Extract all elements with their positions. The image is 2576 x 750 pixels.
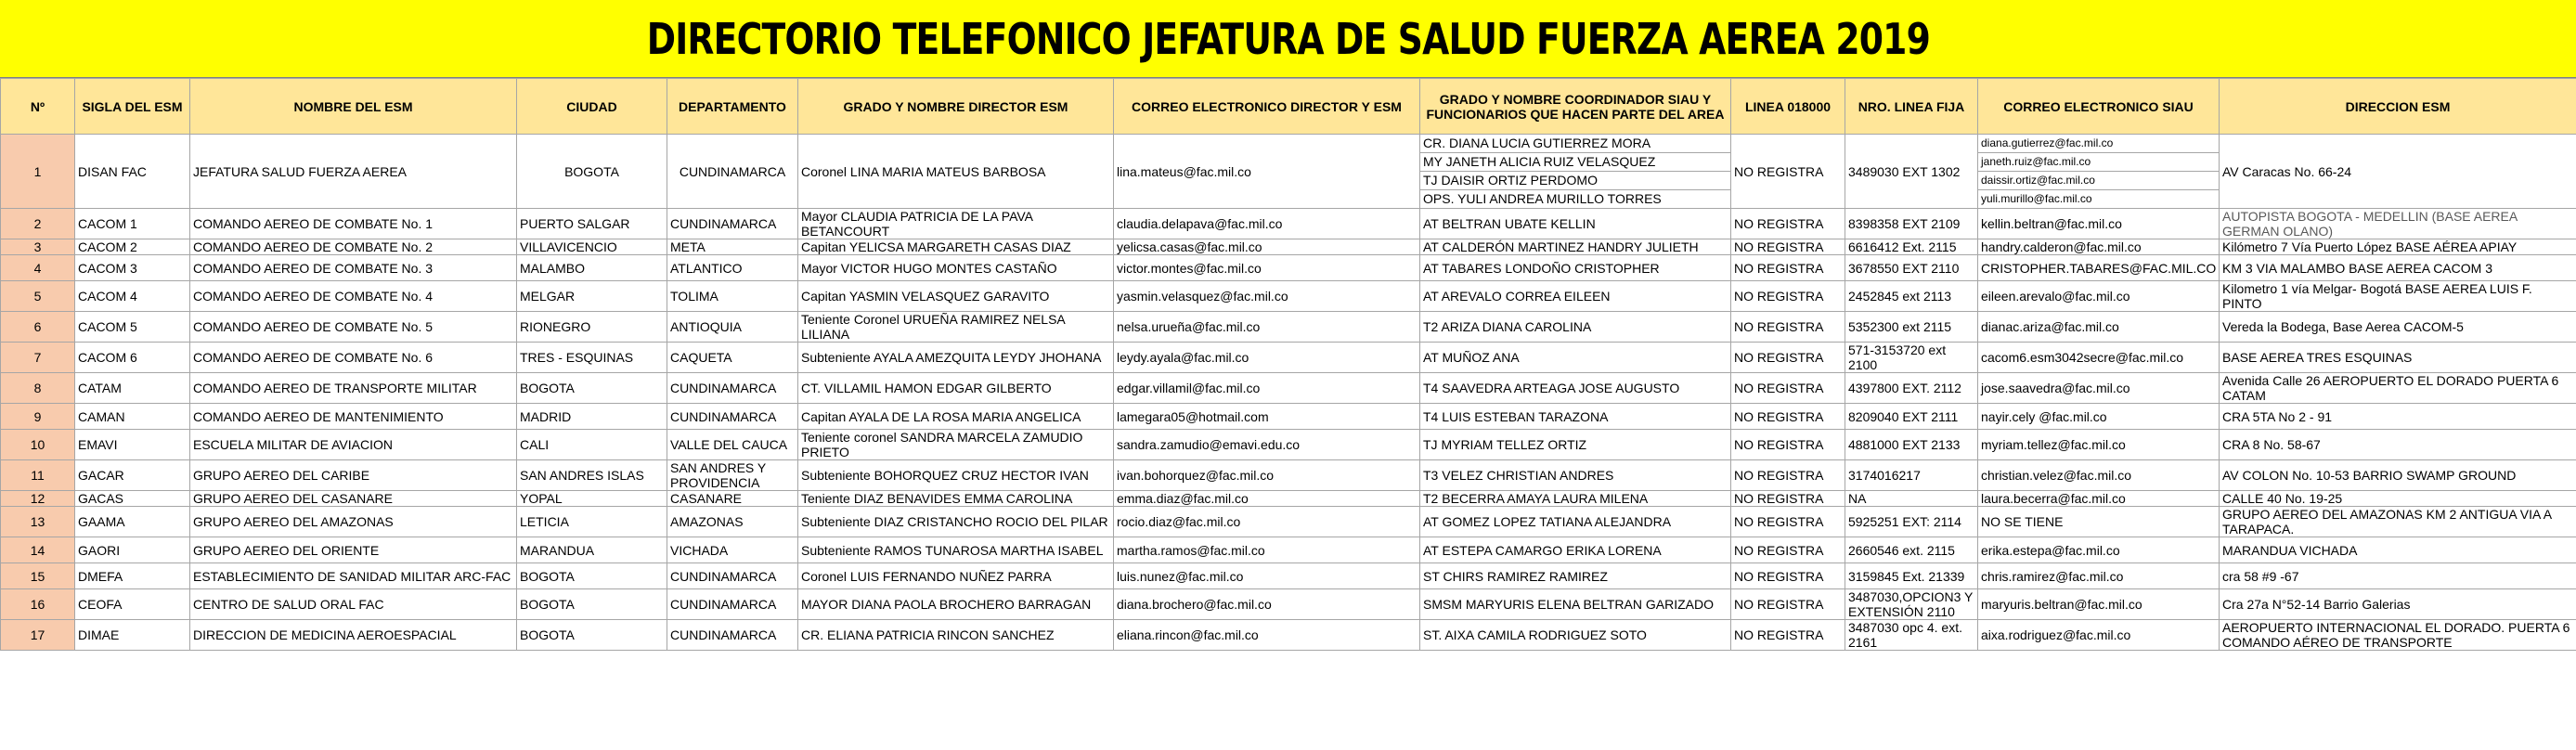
cell-ciudad: BOGOTA	[517, 373, 667, 404]
cell-correo-director: edgar.villamil@fac.mil.co	[1114, 373, 1420, 404]
cell-departamento: TOLIMA	[667, 281, 798, 312]
cell-direccion: KM 3 VIA MALAMBO BASE AEREA CACOM 3	[2220, 255, 2576, 281]
cell-direccion: BASE AEREA TRES ESQUINAS	[2220, 343, 2576, 373]
cell-nombre: COMANDO AEREO DE COMBATE No. 3	[190, 255, 517, 281]
cell-correo-siau: nayir.cely @fac.mil.co	[1978, 404, 2220, 430]
cell-coordinador: AT ESTEPA CAMARGO ERIKA LORENA	[1420, 537, 1731, 563]
cell-ciudad: MALAMBO	[517, 255, 667, 281]
cell-num: 9	[1, 404, 75, 430]
cell-linea: NO REGISTRA	[1731, 281, 1845, 312]
cell-fija: NA	[1845, 491, 1978, 507]
cell-director: Teniente coronel SANDRA MARCELA ZAMUDIO PRIETO	[798, 430, 1114, 460]
cell-ciudad: BOGOTA	[517, 620, 667, 651]
cell-sigla: CACOM 5	[75, 312, 190, 343]
cell-fija: 3487030 opc 4. ext. 2161	[1845, 620, 1978, 651]
cell-linea: NO REGISTRA	[1731, 491, 1845, 507]
header-direccion: DIRECCION ESM	[2220, 79, 2576, 135]
table-row	[1, 537, 2576, 563]
cell-coordinador: AT TABARES LONDOÑO CRISTOPHER	[1420, 255, 1731, 281]
cell-num: 3	[1, 239, 75, 255]
cell-sigla: CACOM 4	[75, 281, 190, 312]
cell-direccion: AV Caracas No. 66-24	[2220, 135, 2576, 209]
cell-coordinador: T2 ARIZA DIANA CAROLINA	[1420, 312, 1731, 343]
cell-ciudad: CALI	[517, 430, 667, 460]
cell-sigla: GACAR	[75, 460, 190, 491]
cell-director: Teniente Coronel URUEÑA RAMIREZ NELSA LILIANA	[798, 312, 1114, 343]
cell-sigla: CACOM 6	[75, 343, 190, 373]
cell-coordinador: AT CALDERÓN MARTINEZ HANDRY JULIETH	[1420, 239, 1731, 255]
directory-table	[0, 78, 2576, 651]
cell-ciudad: BOGOTA	[517, 563, 667, 589]
cell-director: Teniente DIAZ BENAVIDES EMMA CAROLINA	[798, 491, 1114, 507]
cell-correo-director: martha.ramos@fac.mil.co	[1114, 537, 1420, 563]
cell-direccion: CRA 8 No. 58-67	[2220, 430, 2576, 460]
cell-correo-siau: handry.calderon@fac.mil.co	[1978, 239, 2220, 255]
cell-sigla: DMEFA	[75, 563, 190, 589]
cell-director: Subteniente BOHORQUEZ CRUZ HECTOR IVAN	[798, 460, 1114, 491]
coordinador-line: MY JANETH ALICIA RUIZ VELASQUEZ	[1420, 153, 1730, 172]
correo-siau-line: yuli.murillo@fac.mil.co	[1981, 192, 2092, 205]
cell-coordinador: T4 LUIS ESTEBAN TARAZONA	[1420, 404, 1731, 430]
cell-director: Capitan YASMIN VELASQUEZ GARAVITO	[798, 281, 1114, 312]
cell-correo-director: yelicsa.casas@fac.mil.co	[1114, 239, 1420, 255]
cell-direccion: Vereda la Bodega, Base Aerea CACOM-5	[2220, 312, 2576, 343]
cell-direccion: cra 58 #9 -67	[2220, 563, 2576, 589]
cell-correo-director: nelsa.urueña@fac.mil.co	[1114, 312, 1420, 343]
table-row	[1, 404, 2576, 430]
cell-direccion: Cra 27a N°52-14 Barrio Galerias	[2220, 589, 2576, 620]
table-row	[1, 620, 2576, 651]
cell-fija: 3174016217	[1845, 460, 1978, 491]
cell-ciudad: VILLAVICENCIO	[517, 239, 667, 255]
cell-correo-director: claudia.delapava@fac.mil.co	[1114, 209, 1420, 239]
cell-fija: 5352300 ext 2115	[1845, 312, 1978, 343]
cell-correo-siau: myriam.tellez@fac.mil.co	[1978, 430, 2220, 460]
cell-correo-siau: maryuris.beltran@fac.mil.co	[1978, 589, 2220, 620]
cell-linea: NO REGISTRA	[1731, 507, 1845, 537]
correo-siau-line: daissir.ortiz@fac.mil.co	[1978, 172, 2219, 190]
cell-num: 16	[1, 589, 75, 620]
cell-director: MAYOR DIANA PAOLA BROCHERO BARRAGAN	[798, 589, 1114, 620]
cell-nombre: GRUPO AEREO DEL CASANARE	[190, 491, 517, 507]
cell-num: 13	[1, 507, 75, 537]
cell-director: Subteniente AYALA AMEZQUITA LEYDY JHOHANA	[798, 343, 1114, 373]
cell-ciudad: RIONEGRO	[517, 312, 667, 343]
cell-nombre: JEFATURA SALUD FUERZA AEREA	[190, 135, 517, 209]
cell-num: 4	[1, 255, 75, 281]
cell-departamento: CUNDINAMARCA	[667, 620, 798, 651]
cell-sigla: CACOM 2	[75, 239, 190, 255]
cell-departamento: AMAZONAS	[667, 507, 798, 537]
cell-linea: NO REGISTRA	[1731, 460, 1845, 491]
cell-departamento: CAQUETA	[667, 343, 798, 373]
cell-fija: 2452845 ext 2113	[1845, 281, 1978, 312]
cell-nombre: GRUPO AEREO DEL AMAZONAS	[190, 507, 517, 537]
cell-correo-director: luis.nunez@fac.mil.co	[1114, 563, 1420, 589]
table-row	[1, 589, 2576, 620]
cell-correo-director: eliana.rincon@fac.mil.co	[1114, 620, 1420, 651]
cell-direccion: Kilómetro 7 Vía Puerto López BASE AÉREA APIAY	[2220, 239, 2576, 255]
cell-correo-director: yasmin.velasquez@fac.mil.co	[1114, 281, 1420, 312]
cell-correo-director: ivan.bohorquez@fac.mil.co	[1114, 460, 1420, 491]
header-row	[1, 79, 2576, 135]
cell-fija: 8398358 EXT 2109	[1845, 209, 1978, 239]
cell-ciudad: PUERTO SALGAR	[517, 209, 667, 239]
table-row	[1, 460, 2576, 491]
cell-ciudad: BOGOTA	[517, 589, 667, 620]
cell-correo-director: sandra.zamudio@emavi.edu.co	[1114, 430, 1420, 460]
cell-sigla: CEOFA	[75, 589, 190, 620]
cell-correo-director: emma.diaz@fac.mil.co	[1114, 491, 1420, 507]
cell-num: 12	[1, 491, 75, 507]
cell-departamento: META	[667, 239, 798, 255]
table-row	[1, 135, 2576, 209]
coordinador-line: TJ DAISIR ORTIZ PERDOMO	[1420, 172, 1730, 190]
cell-linea: NO REGISTRA	[1731, 255, 1845, 281]
cell-sigla: GACAS	[75, 491, 190, 507]
cell-num: 1	[1, 135, 75, 209]
cell-nombre: GRUPO AEREO DEL CARIBE	[190, 460, 517, 491]
cell-ciudad: SAN ANDRES ISLAS	[517, 460, 667, 491]
cell-fija: 4881000 EXT 2133	[1845, 430, 1978, 460]
cell-correo-siau: cacom6.esm3042secre@fac.mil.co	[1978, 343, 2220, 373]
cell-coordinador: T4 SAAVEDRA ARTEAGA JOSE AUGUSTO	[1420, 373, 1731, 404]
cell-num: 7	[1, 343, 75, 373]
cell-correo-siau: aixa.rodriguez@fac.mil.co	[1978, 620, 2220, 651]
cell-nombre: GRUPO AEREO DEL ORIENTE	[190, 537, 517, 563]
cell-correo-siau: NO SE TIENE	[1978, 507, 2220, 537]
coordinador-line: CR. DIANA LUCIA GUTIERREZ MORA	[1420, 135, 1730, 153]
cell-director: CR. ELIANA PATRICIA RINCON SANCHEZ	[798, 620, 1114, 651]
table-row	[1, 281, 2576, 312]
page-title: DIRECTORIO TELEFONICO JEFATURA DE SALUD FUERZA AEREA 2019	[646, 13, 1930, 64]
cell-direccion: MARANDUA VICHADA	[2220, 537, 2576, 563]
cell-direccion: Kilometro 1 vía Melgar- Bogotá BASE AEREA LUIS F. PINTO	[2220, 281, 2576, 312]
cell-direccion: CRA 5TA No 2 - 91	[2220, 404, 2576, 430]
table-row	[1, 507, 2576, 537]
table-row	[1, 563, 2576, 589]
cell-nombre: ESCUELA MILITAR DE AVIACION	[190, 430, 517, 460]
cell-departamento: CUNDINAMARCA	[667, 135, 798, 209]
table-row	[1, 239, 2576, 255]
cell-linea: NO REGISTRA	[1731, 589, 1845, 620]
header-director: GRADO Y NOMBRE DIRECTOR ESM	[798, 79, 1114, 135]
cell-correo-director: leydy.ayala@fac.mil.co	[1114, 343, 1420, 373]
cell-sigla: GAAMA	[75, 507, 190, 537]
cell-coordinador: ST CHIRS RAMIREZ RAMIREZ	[1420, 563, 1731, 589]
table-row	[1, 255, 2576, 281]
cell-sigla: CAMAN	[75, 404, 190, 430]
cell-nombre: CENTRO DE SALUD ORAL FAC	[190, 589, 517, 620]
cell-director: Mayor CLAUDIA PATRICIA DE LA PAVA BETANCOURT	[798, 209, 1114, 239]
cell-coordinador: ST. AIXA CAMILA RODRIGUEZ SOTO	[1420, 620, 1731, 651]
cell-correo-siau: erika.estepa@fac.mil.co	[1978, 537, 2220, 563]
cell-direccion: AUTOPISTA BOGOTA - MEDELLIN (BASE AEREA GERMAN OLANO)	[2220, 209, 2576, 239]
cell-sigla: CATAM	[75, 373, 190, 404]
cell-nombre: COMANDO AEREO DE COMBATE No. 1	[190, 209, 517, 239]
cell-num: 14	[1, 537, 75, 563]
cell-departamento: CUNDINAMARCA	[667, 404, 798, 430]
header-nombre: NOMBRE DEL ESM	[190, 79, 517, 135]
cell-director: Subteniente RAMOS TUNAROSA MARTHA ISABEL	[798, 537, 1114, 563]
header-num: Nº	[1, 79, 75, 135]
cell-ciudad: LETICIA	[517, 507, 667, 537]
cell-sigla: GAORI	[75, 537, 190, 563]
cell-direccion: GRUPO AEREO DEL AMAZONAS KM 2 ANTIGUA VIA A TARAPACA.	[2220, 507, 2576, 537]
cell-ciudad: TRES - ESQUINAS	[517, 343, 667, 373]
cell-sigla: CACOM 1	[75, 209, 190, 239]
cell-departamento: ANTIOQUIA	[667, 312, 798, 343]
cell-correo-director: victor.montes@fac.mil.co	[1114, 255, 1420, 281]
cell-departamento: SAN ANDRES Y PROVIDENCIA	[667, 460, 798, 491]
cell-ciudad: MELGAR	[517, 281, 667, 312]
cell-departamento: CUNDINAMARCA	[667, 589, 798, 620]
cell-correo-siau: CRISTOPHER.TABARES@FAC.MIL.CO	[1978, 255, 2220, 281]
cell-direccion: AV COLON No. 10-53 BARRIO SWAMP GROUND	[2220, 460, 2576, 491]
cell-correo-director: diana.brochero@fac.mil.co	[1114, 589, 1420, 620]
cell-num: 2	[1, 209, 75, 239]
cell-fija: 3678550 EXT 2110	[1845, 255, 1978, 281]
cell-linea: NO REGISTRA	[1731, 404, 1845, 430]
cell-departamento: CUNDINAMARCA	[667, 373, 798, 404]
cell-fija: 3489030 EXT 1302	[1845, 135, 1978, 209]
correo-siau-line: janeth.ruiz@fac.mil.co	[1978, 153, 2219, 172]
cell-coordinador: T3 VELEZ CHRISTIAN ANDRES	[1420, 460, 1731, 491]
cell-departamento: ATLANTICO	[667, 255, 798, 281]
cell-linea: NO REGISTRA	[1731, 135, 1845, 209]
cell-departamento: CASANARE	[667, 491, 798, 507]
cell-linea: NO REGISTRA	[1731, 343, 1845, 373]
cell-coordinador: AT MUÑOZ ANA	[1420, 343, 1731, 373]
cell-departamento: VALLE DEL CAUCA	[667, 430, 798, 460]
cell-fija: 5925251 EXT: 2114	[1845, 507, 1978, 537]
cell-direccion: CALLE 40 No. 19-25	[2220, 491, 2576, 507]
cell-correo-siau: dianac.ariza@fac.mil.co	[1978, 312, 2220, 343]
cell-director: Subteniente DIAZ CRISTANCHO ROCIO DEL PILAR	[798, 507, 1114, 537]
cell-linea: NO REGISTRA	[1731, 209, 1845, 239]
coordinador-line: OPS. YULI ANDREA MURILLO TORRES	[1423, 191, 1662, 206]
cell-departamento: CUNDINAMARCA	[667, 563, 798, 589]
cell-correo-siau: jose.saavedra@fac.mil.co	[1978, 373, 2220, 404]
cell-director: Coronel LUIS FERNANDO NUÑEZ PARRA	[798, 563, 1114, 589]
cell-direccion: AEROPUERTO INTERNACIONAL EL DORADO. PUERTA 6 COMANDO AÉREO DE TRANSPORTE	[2220, 620, 2576, 651]
cell-director: Coronel LINA MARIA MATEUS BARBOSA	[798, 135, 1114, 209]
cell-director: Capitan YELICSA MARGARETH CASAS DIAZ	[798, 239, 1114, 255]
cell-num: 10	[1, 430, 75, 460]
correo-siau-line: diana.gutierrez@fac.mil.co	[1978, 135, 2219, 153]
cell-fija: 6616412 Ext. 2115	[1845, 239, 1978, 255]
cell-ciudad: BOGOTA	[517, 135, 667, 209]
table-row	[1, 343, 2576, 373]
cell-correo-siau: laura.becerra@fac.mil.co	[1978, 491, 2220, 507]
cell-correos-siau	[1978, 135, 2220, 209]
cell-correo-director: lamegara05@hotmail.com	[1114, 404, 1420, 430]
table-row	[1, 209, 2576, 239]
cell-correo-siau: kellin.beltran@fac.mil.co	[1978, 209, 2220, 239]
cell-num: 17	[1, 620, 75, 651]
cell-linea: NO REGISTRA	[1731, 373, 1845, 404]
cell-ciudad: MARANDUA	[517, 537, 667, 563]
cell-fija: 571-3153720 ext 2100	[1845, 343, 1978, 373]
cell-linea: NO REGISTRA	[1731, 239, 1845, 255]
header-correo-siau: CORREO ELECTRONICO SIAU	[1978, 79, 2220, 135]
cell-fija: 3159845 Ext. 21339	[1845, 563, 1978, 589]
cell-coordinador: TJ MYRIAM TELLEZ ORTIZ	[1420, 430, 1731, 460]
table-row	[1, 430, 2576, 460]
title-bar	[0, 0, 2576, 78]
cell-ciudad: MADRID	[517, 404, 667, 430]
table-row	[1, 373, 2576, 404]
cell-sigla: DIMAE	[75, 620, 190, 651]
cell-correo-director: rocio.diaz@fac.mil.co	[1114, 507, 1420, 537]
cell-coordinador: AT AREVALO CORREA EILEEN	[1420, 281, 1731, 312]
cell-correo-director: lina.mateus@fac.mil.co	[1114, 135, 1420, 209]
cell-nombre: COMANDO AEREO DE MANTENIMIENTO	[190, 404, 517, 430]
cell-direccion: Avenida Calle 26 AEROPUERTO EL DORADO PUERTA 6 CATAM	[2220, 373, 2576, 404]
header-sigla: SIGLA DEL ESM	[75, 79, 190, 135]
cell-director: CT. VILLAMIL HAMON EDGAR GILBERTO	[798, 373, 1114, 404]
cell-correo-siau: eileen.arevalo@fac.mil.co	[1978, 281, 2220, 312]
cell-num: 15	[1, 563, 75, 589]
header-departamento: DEPARTAMENTO	[667, 79, 798, 135]
cell-linea: NO REGISTRA	[1731, 430, 1845, 460]
cell-num: 6	[1, 312, 75, 343]
cell-director: Capitan AYALA DE LA ROSA MARIA ANGELICA	[798, 404, 1114, 430]
cell-coordinador: T2 BECERRA AMAYA LAURA MILENA	[1420, 491, 1731, 507]
cell-sigla: EMAVI	[75, 430, 190, 460]
table-row	[1, 491, 2576, 507]
header-ciudad: CIUDAD	[517, 79, 667, 135]
cell-correo-siau: chris.ramirez@fac.mil.co	[1978, 563, 2220, 589]
cell-nombre: COMANDO AEREO DE COMBATE No. 6	[190, 343, 517, 373]
header-correo-director: CORREO ELECTRONICO DIRECTOR Y ESM	[1114, 79, 1420, 135]
cell-departamento: VICHADA	[667, 537, 798, 563]
cell-num: 11	[1, 460, 75, 491]
cell-linea: NO REGISTRA	[1731, 537, 1845, 563]
cell-num: 8	[1, 373, 75, 404]
cell-fija: 4397800 EXT. 2112	[1845, 373, 1978, 404]
cell-fija: 3487030,OPCION3 Y EXTENSIÓN 2110	[1845, 589, 1978, 620]
cell-coordinador: AT GOMEZ LOPEZ TATIANA ALEJANDRA	[1420, 507, 1731, 537]
cell-linea: NO REGISTRA	[1731, 620, 1845, 651]
cell-nombre: COMANDO AEREO DE COMBATE No. 5	[190, 312, 517, 343]
cell-ciudad: YOPAL	[517, 491, 667, 507]
cell-num: 5	[1, 281, 75, 312]
cell-nombre: COMANDO AEREO DE COMBATE No. 2	[190, 239, 517, 255]
cell-sigla: DISAN FAC	[75, 135, 190, 209]
cell-coordinadores	[1420, 135, 1731, 209]
cell-correo-siau: christian.velez@fac.mil.co	[1978, 460, 2220, 491]
cell-linea: NO REGISTRA	[1731, 312, 1845, 343]
cell-nombre: DIRECCION DE MEDICINA AEROESPACIAL	[190, 620, 517, 651]
cell-fija: 8209040 EXT 2111	[1845, 404, 1978, 430]
cell-departamento: CUNDINAMARCA	[667, 209, 798, 239]
header-coordinador: GRADO Y NOMBRE COORDINADOR SIAU Y FUNCIONARIOS QUE HACEN PARTE DEL AREA	[1420, 79, 1731, 135]
cell-coordinador: SMSM MARYURIS ELENA BELTRAN GARIZADO	[1420, 589, 1731, 620]
cell-coordinador: AT BELTRAN UBATE KELLIN	[1420, 209, 1731, 239]
cell-linea: NO REGISTRA	[1731, 563, 1845, 589]
cell-fija: 2660546 ext. 2115	[1845, 537, 1978, 563]
header-linea: LINEA 018000	[1731, 79, 1845, 135]
cell-sigla: CACOM 3	[75, 255, 190, 281]
cell-director: Mayor VICTOR HUGO MONTES CASTAÑO	[798, 255, 1114, 281]
cell-nombre: ESTABLECIMIENTO DE SANIDAD MILITAR ARC-FAC	[190, 563, 517, 589]
header-fija: NRO. LINEA FIJA	[1845, 79, 1978, 135]
cell-nombre: COMANDO AEREO DE TRANSPORTE MILITAR	[190, 373, 517, 404]
table-row	[1, 312, 2576, 343]
cell-nombre: COMANDO AEREO DE COMBATE No. 4	[190, 281, 517, 312]
